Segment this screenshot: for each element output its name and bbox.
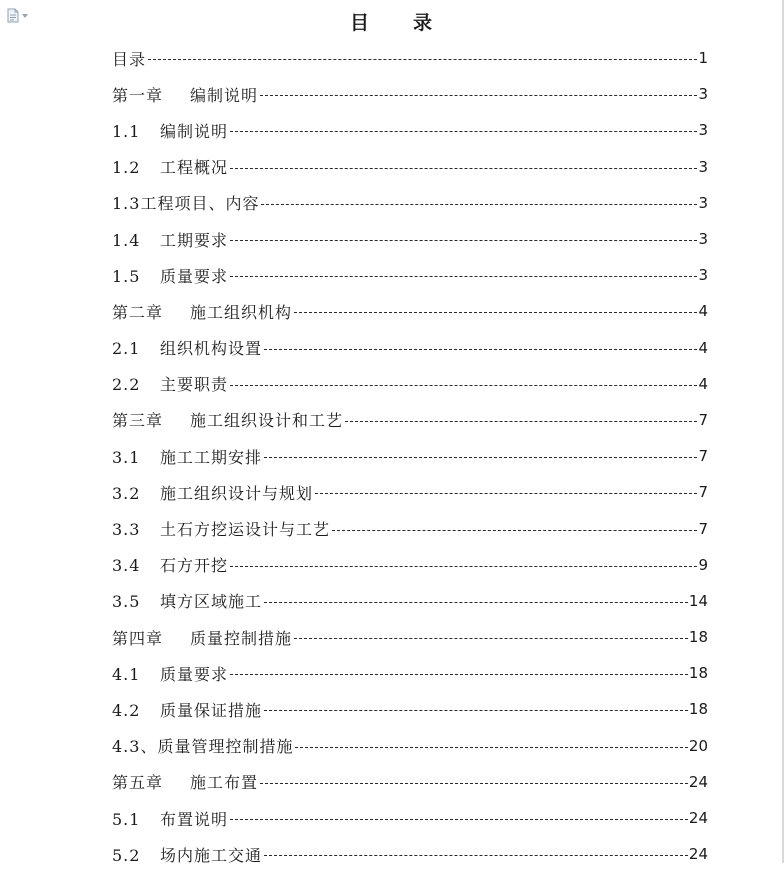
toc-entry-number: 4.3、 — [112, 737, 158, 757]
toc-leader — [295, 746, 687, 748]
toc-entry-number: 3.1 — [112, 447, 141, 467]
toc-entry-label — [112, 155, 228, 178]
table-of-contents — [112, 40, 708, 872]
toc-entry-text: 编制说明 — [160, 121, 229, 141]
toc-entry[interactable] — [112, 619, 708, 655]
toc-entry-text: 质量管理控制措施 — [157, 737, 294, 757]
toc-entry-number: 4.1 — [112, 664, 141, 684]
toc-entry-label — [112, 843, 262, 866]
toc-entry-number: 2.1 — [112, 339, 141, 359]
toc-entry-label — [112, 47, 146, 70]
toc-entry-text: 施工布置 — [190, 773, 259, 793]
title-char-2: 录 — [413, 12, 435, 34]
toc-entry-label — [112, 300, 292, 323]
toc-entry-number: 3.4 — [112, 556, 141, 576]
toc-entry-text: 主要职责 — [160, 375, 229, 395]
toc-entry[interactable] — [112, 293, 708, 329]
toc-entry-number: 3.5 — [112, 592, 141, 612]
toc-entry-text: 组织机构设置 — [160, 339, 263, 359]
toc-entry-number: 3.3 — [112, 520, 141, 540]
toc-entry-page: 18 — [688, 664, 708, 683]
toc-entry-label — [112, 662, 228, 685]
toc-entry-label — [112, 119, 228, 142]
toc-entry-page: 7 — [698, 483, 708, 502]
toc-entry-page: 9 — [698, 555, 708, 574]
toc-entry-text: 施工组织设计和工艺 — [190, 411, 344, 431]
toc-entry-text: 填方区域施工 — [160, 592, 263, 612]
toc-entry-text: 目录 — [112, 49, 147, 69]
toc-leader — [315, 492, 697, 494]
toc-entry-label — [112, 589, 262, 612]
toc-leader — [261, 203, 697, 205]
toc-entry-text: 工期要求 — [160, 230, 229, 250]
toc-leader — [264, 709, 688, 711]
toc-entry[interactable] — [112, 655, 708, 691]
toc-entry-text: 施工组织设计与规划 — [160, 483, 314, 503]
toc-entry-label — [112, 336, 262, 359]
toc-entry-text: 工程概况 — [160, 158, 229, 178]
toc-entry-page: 20 — [688, 736, 708, 755]
toc-entry-number: 5.2 — [112, 845, 141, 865]
toc-leader — [230, 130, 697, 132]
toc-entry-text: 施工工期安排 — [160, 447, 263, 467]
toc-entry-page: 7 — [698, 447, 708, 466]
toc-entry[interactable] — [112, 76, 708, 112]
toc-entry-number: 4.2 — [112, 700, 141, 720]
toc-entry[interactable] — [112, 366, 708, 402]
toc-leader — [230, 239, 697, 241]
toc-entry-text: 质量要求 — [160, 266, 229, 286]
toc-entry-number: 第二章 — [112, 302, 164, 322]
toc-entry-label — [112, 698, 262, 721]
toc-entry-number: 第五章 — [112, 773, 164, 793]
toc-entry-number: 1.2 — [112, 158, 141, 178]
toc-leader — [230, 167, 697, 169]
toc-entry-label — [112, 264, 228, 287]
toc-entry-page: 7 — [698, 410, 708, 429]
toc-entry-page: 7 — [698, 519, 708, 538]
toc-entry-number: 第四章 — [112, 628, 164, 648]
toc-entry-page: 4 — [698, 302, 708, 321]
toc-entry-page: 24 — [688, 845, 708, 864]
toc-entry-page: 14 — [688, 591, 708, 610]
toc-entry[interactable] — [112, 149, 708, 185]
toc-entry-text: 工程项目、内容 — [140, 194, 260, 214]
toc-entry[interactable] — [112, 402, 708, 438]
toc-entry-label — [112, 481, 313, 504]
toc-entry-label — [112, 228, 228, 251]
toc-entry-page: 4 — [698, 338, 708, 357]
toc-entry[interactable] — [112, 547, 708, 583]
toc-entry[interactable] — [112, 185, 708, 221]
toc-entry-text: 土石方挖运设计与工艺 — [160, 520, 331, 540]
toc-entry[interactable] — [112, 800, 708, 836]
toc-entry[interactable] — [112, 221, 708, 257]
page-title — [0, 8, 784, 35]
toc-entry-label — [112, 83, 258, 106]
toc-entry-text: 石方开挖 — [160, 556, 229, 576]
toc-entry-page: 3 — [698, 230, 708, 249]
toc-entry-label — [112, 445, 262, 468]
toc-leader — [230, 818, 688, 820]
toc-entry[interactable] — [112, 330, 708, 366]
toc-leader — [294, 311, 697, 313]
toc-entry-text: 质量控制措施 — [190, 628, 293, 648]
toc-entry[interactable] — [112, 257, 708, 293]
toc-entry-label — [112, 517, 330, 540]
toc-entry-number: 第三章 — [112, 411, 164, 431]
toc-entry-number: 3.2 — [112, 483, 141, 503]
toc-entry[interactable] — [112, 764, 708, 800]
toc-leader — [230, 673, 688, 675]
toc-entry-number: 2.2 — [112, 375, 141, 395]
toc-entry-page: 3 — [698, 121, 708, 140]
toc-leader — [260, 94, 697, 96]
toc-leader — [264, 601, 688, 603]
toc-entry-text: 质量要求 — [160, 664, 229, 684]
toc-leader — [264, 456, 697, 458]
toc-leader — [264, 348, 697, 350]
toc-entry[interactable] — [112, 112, 708, 148]
toc-leader — [294, 637, 688, 639]
toc-entry-label — [112, 734, 293, 757]
toc-entry-page: 3 — [698, 193, 708, 212]
toc-entry[interactable] — [112, 691, 708, 727]
toc-entry-page: 18 — [688, 700, 708, 719]
toc-entry-label — [112, 408, 343, 431]
toc-entry[interactable] — [112, 836, 708, 872]
toc-entry-label — [112, 626, 292, 649]
toc-entry[interactable] — [112, 728, 708, 764]
toc-leader — [260, 782, 688, 784]
toc-entry-label — [112, 770, 258, 793]
toc-entry-number: 第一章 — [112, 85, 164, 105]
toc-entry-label — [112, 807, 228, 830]
toc-entry[interactable] — [112, 510, 708, 546]
toc-leader — [264, 854, 688, 856]
toc-entry-page: 4 — [698, 374, 708, 393]
toc-entry[interactable] — [112, 583, 708, 619]
toc-leader — [230, 275, 697, 277]
toc-leader — [345, 420, 697, 422]
toc-entry-page: 18 — [688, 628, 708, 647]
toc-entry-number: 1.5 — [112, 266, 141, 286]
toc-leader — [230, 384, 697, 386]
toc-entry-number: 5.1 — [112, 809, 141, 829]
toc-entry-page: 24 — [688, 809, 708, 828]
toc-entry-text: 编制说明 — [190, 85, 259, 105]
toc-entry-page: 1 — [698, 49, 708, 68]
toc-leader — [332, 529, 697, 531]
toc-entry-page: 24 — [688, 772, 708, 791]
toc-entry-text: 布置说明 — [160, 809, 229, 829]
toc-entry-number: 1.4 — [112, 230, 141, 250]
toc-entry-number: 1.1 — [112, 121, 141, 141]
toc-entry-page: 3 — [698, 266, 708, 285]
toc-entry-label — [112, 191, 259, 214]
title-char-1: 目 — [349, 12, 371, 34]
toc-entry-text: 质量保证措施 — [160, 700, 263, 720]
toc-entry-page: 3 — [698, 85, 708, 104]
toc-leader — [148, 58, 697, 60]
toc-leader — [230, 565, 697, 567]
toc-entry[interactable] — [112, 474, 708, 510]
toc-entry[interactable] — [112, 438, 708, 474]
toc-entry[interactable] — [112, 40, 708, 76]
toc-entry-page: 3 — [698, 157, 708, 176]
toc-entry-number: 1.3 — [112, 194, 141, 214]
toc-entry-text: 场内施工交通 — [160, 845, 263, 865]
toc-entry-text: 施工组织机构 — [190, 302, 293, 322]
toc-entry-label — [112, 553, 228, 576]
toc-entry-label — [112, 372, 228, 395]
